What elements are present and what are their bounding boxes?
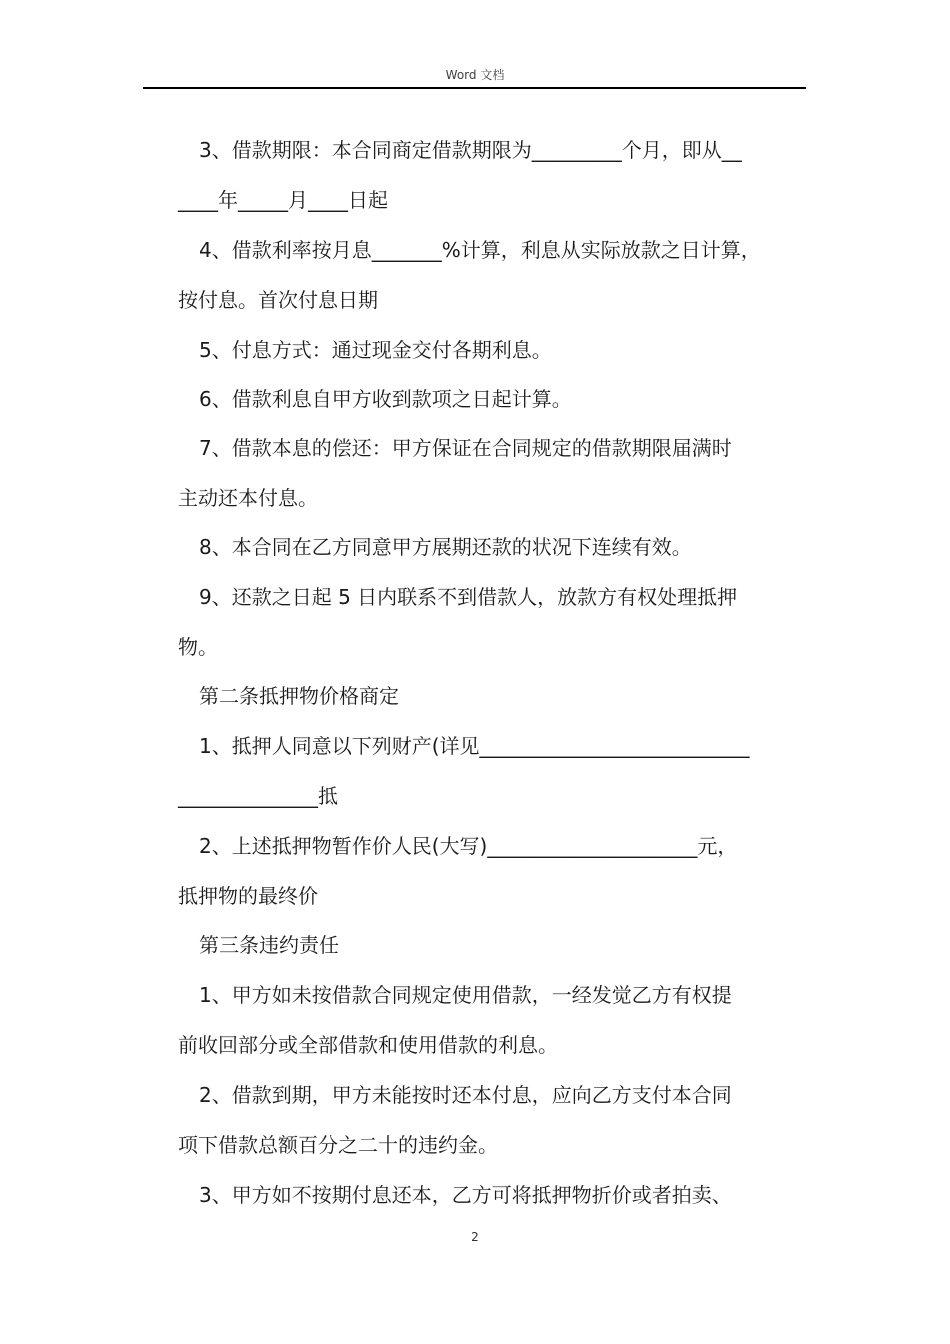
paragraph-line: 抵押物的最终价	[178, 884, 318, 908]
paragraph-line: 前收回部分或全部借款和使用借款的利息。	[178, 1033, 558, 1057]
paragraph-line: 9、还款之日起 5 日内联系不到借款人，放款方有权处理抵押	[199, 585, 738, 609]
paragraph-line: 4、借款利率按月息_______%计算，利息从实际放款之日计算，	[199, 238, 761, 262]
paragraph-line: 6、借款利息自甲方收到款项之日起计算。	[199, 387, 572, 411]
section-heading: 第二条抵押物价格商定	[199, 684, 399, 708]
paragraph-line: 按付息。首次付息日期	[178, 288, 378, 312]
paragraph-line: 3、甲方如不按期付息还本，乙方可将抵押物折价或者拍卖、	[199, 1183, 732, 1207]
paragraph-line: 7、借款本息的偿还：甲方保证在合同规定的借款期限届满时	[199, 436, 732, 460]
paragraph-line: 8、本合同在乙方同意甲方展期还款的状况下连续有效。	[199, 535, 692, 559]
paragraph-line: 项下借款总额百分之二十的违约金。	[178, 1133, 498, 1157]
paragraph-line: 3、借款期限：本合同商定借款期限为_________个月，即从__	[199, 138, 742, 162]
header-divider	[143, 87, 806, 89]
paragraph-line: 2、上述抵押物暂作价人民(大写)_____________________元，	[199, 834, 738, 858]
page-number: 2	[471, 1230, 479, 1244]
paragraph-line: 1、甲方如未按借款合同规定使用借款，一经发觉乙方有权提	[199, 983, 732, 1007]
paragraph-line: 物。	[178, 635, 218, 659]
section-heading: 第三条违约责任	[199, 933, 339, 957]
paragraph-line: 2、借款到期，甲方未能按时还本付息，应向乙方支付本合同	[199, 1083, 732, 1107]
header-title: Word 文档	[445, 68, 505, 82]
paragraph-line: ____年_____月____日起	[178, 188, 388, 212]
paragraph-line: 1、抵押人同意以下列财产(详见___________________________	[199, 734, 750, 758]
paragraph-line: ______________抵	[178, 784, 338, 808]
paragraph-line: 5、付息方式：通过现金交付各期利息。	[199, 338, 552, 362]
paragraph-line: 主动还本付息。	[178, 486, 318, 510]
